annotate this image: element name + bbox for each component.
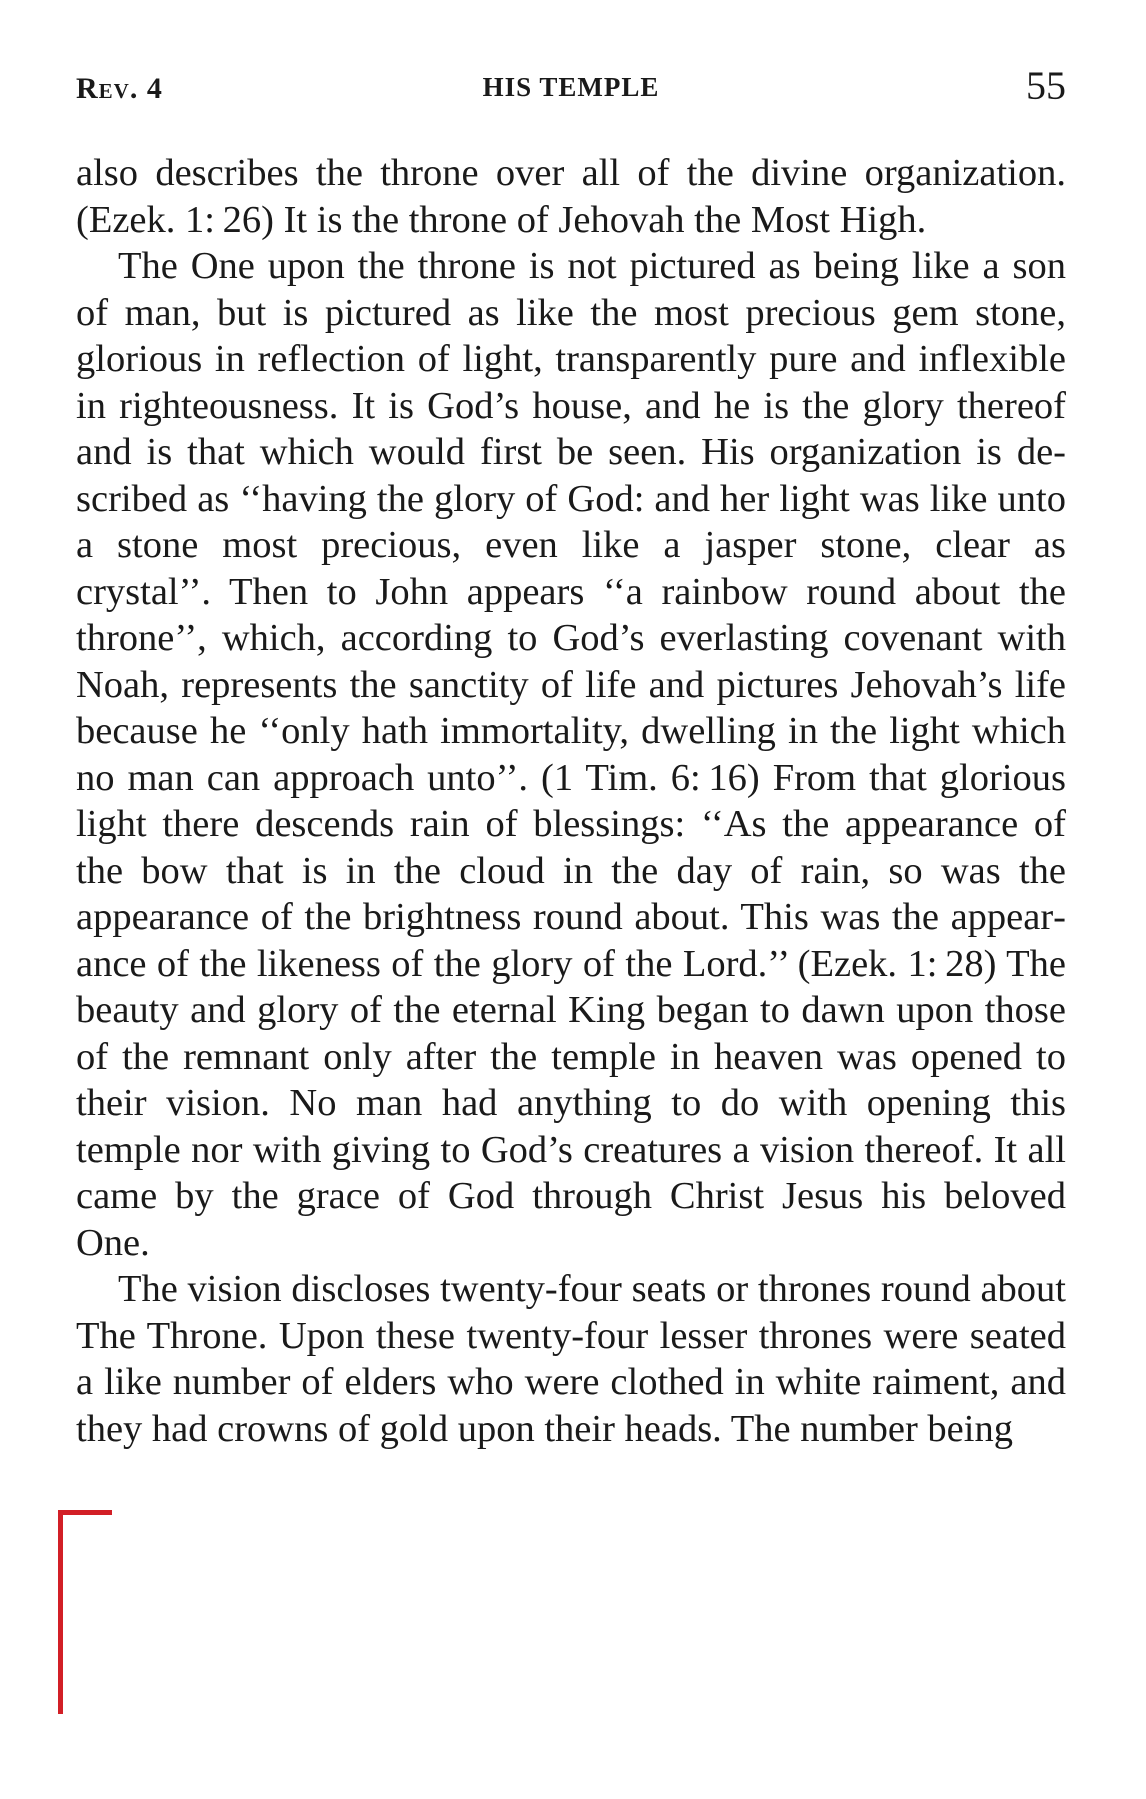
chapter-reference: Rev. 4	[76, 72, 163, 105]
page-number: 55	[1026, 63, 1066, 108]
red-margin-bracket-mark	[58, 1510, 112, 1714]
running-title: HIS TEMPLE	[482, 72, 660, 102]
paragraph-throne-description: The One upon the throne is not pictured as being like a son of man, but is pictured as like the most precious gem stone, glorious in reflection of light, transparently pure and inflexible in righteousness. It is God’s house, and he is the glory thereof and is that which would first be seen. His organization is described as ‘‘having the glory of God: and her light was like unto a stone most precious, even like a jasper stone, clear as crystal’’. Then to John appears ‘‘a rainbow round about the throne’’, which, according to God’s everlasting covenant with Noah, represents the sanctity of life and pictures Jehovah’s life because he ‘‘only hath immortality, dwelling in the light which no man can approach unto’’. (1 Tim. 6: 16) From that glorious light there descends rain of blessings: ‘‘As the appearance of the bow that is in the cloud in the day of rain, so was the appearance of the brightness round about. This was the appearance of the likeness of the glory of the Lord.’’ (Ezek. 1: 28) The beauty and glory of the eternal King began to dawn upon those of the remnant only after the temple in heaven was opened to their vision. No man had anything to do with opening this temple nor with giving to God’s creatures a vision thereof. It all came by the grace of God through Christ Jesus his beloved One.	[76, 245, 1066, 1264]
paragraph-twenty-four-elders: The vision discloses twenty-four seats or thrones round about The Throne. Upon these twenty-four lesser thrones were seated a like number of elders who were clothed in white raiment, and they had crowns of gold upon their heads. The number being	[76, 1268, 1066, 1450]
body-text	[76, 150, 1066, 1452]
running-head	[76, 62, 1066, 122]
paragraph-continuation: also describes the throne over all of the divine organization. (Ezek. 1: 26) It is the throne of Jehovah the Most High.	[76, 152, 1066, 241]
